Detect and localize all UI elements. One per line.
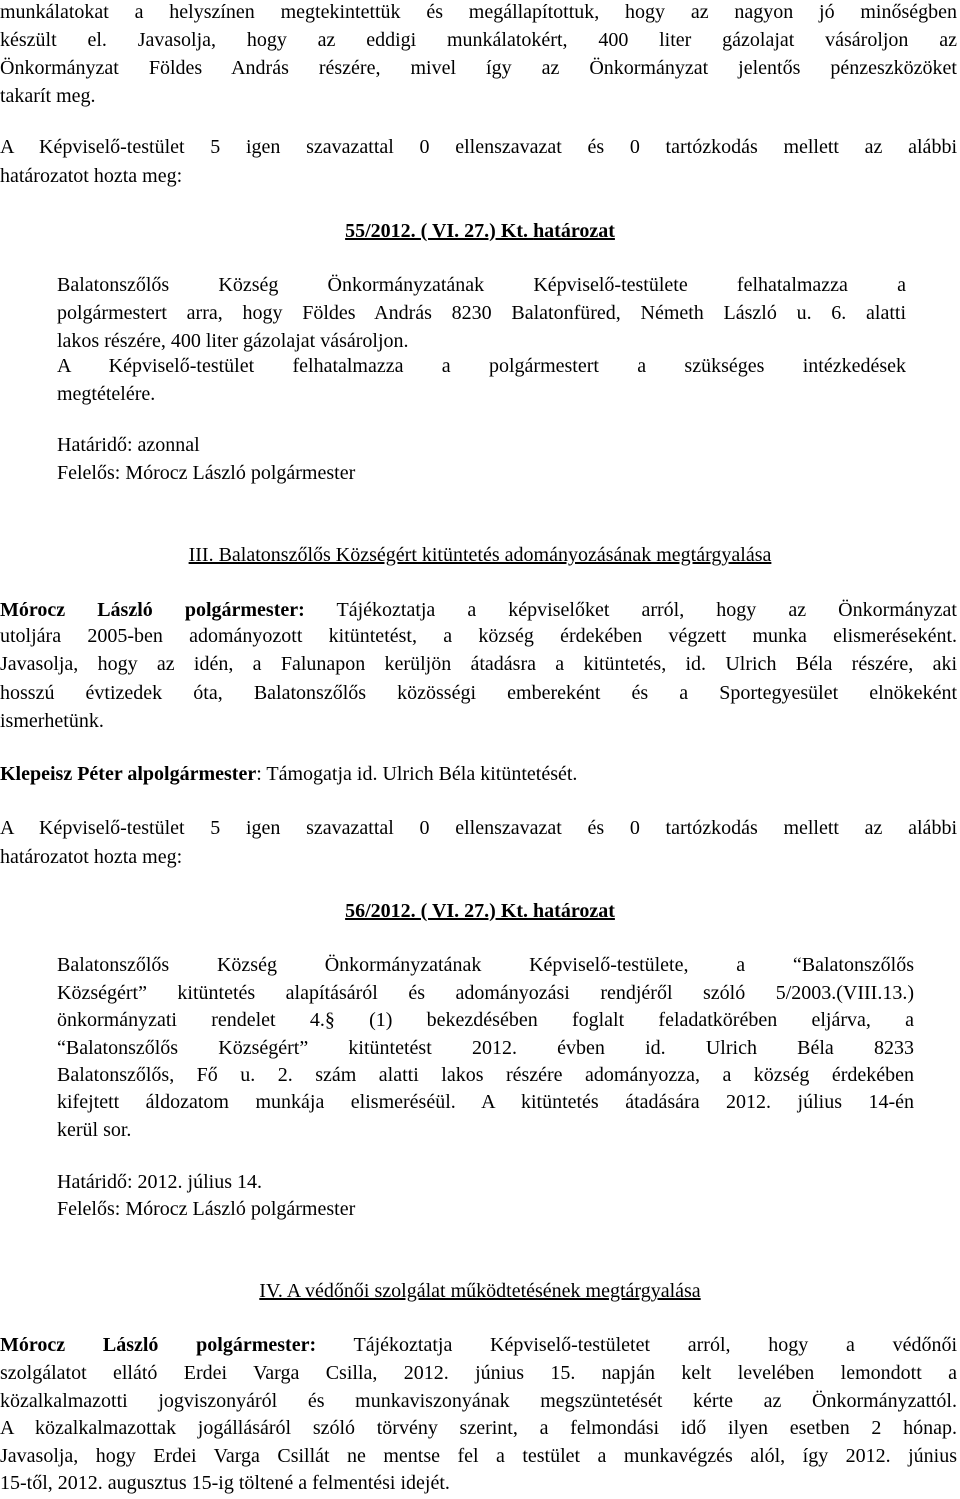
deadline-text: Határidő: azonnal [57, 434, 200, 456]
resolution-text-line: A Képviselő-testület felhatalmazza a polgármestert a szükséges intézkedések [57, 355, 906, 377]
body-text-line: A közalkalmazottak jogállásáról szóló törvény szerint, a felmondási idő ilyen esetben 2 hónap. [0, 1417, 957, 1439]
responsible-text: Felelős: Mórocz László polgármester [57, 1198, 356, 1220]
body-text-line: szolgálatot ellátó Erdei Varga Csilla, 2012. június 15. napján kelt levelében lemondott a [0, 1362, 957, 1384]
body-text-line: utoljára 2005-ben adományozott kitüntetést, a község érdekében végzett munka elismeréseként. [0, 625, 957, 647]
body-text-line: készült el. Javasolja, hogy az eddigi munkálatokért, 400 liter gázolajat vásároljon az [0, 29, 957, 51]
resolution-text-line: kifejtett áldozatom munkája elismeréséül. A kitüntetés átadására 2012. július 14-én [57, 1091, 914, 1113]
vote-text-line: határozatot hozta meg: [0, 165, 183, 187]
resolution-text-line: kerül sor. [57, 1119, 132, 1141]
body-text-line: Önkormányzat Földes András részére, mivel így az Önkormányzat jelentős pénzeszközöket [0, 57, 957, 79]
resolution-text-line: “Balatonszőlős Községért” kitüntetést 2012. évben id. Ulrich Béla 8233 [57, 1037, 914, 1059]
vote-text-line: határozatot hozta meg: [0, 846, 183, 868]
body-text-line: közalkalmazotti jogviszonyáról és munkaviszonyának megszüntetését kérte az Önkormányzattól. [0, 1390, 957, 1412]
resolution-text-line: lakos részére, 400 liter gázolajat vásároljon. [57, 330, 409, 352]
body-text-line: Javasolja, hogy az idén, a Falunapon kerüljön átadásra a kitüntetés, id. Ulrich Béla részére, aki [0, 653, 957, 675]
resolution-56-title: 56/2012. ( VI. 27.) Kt. határozat [345, 900, 615, 922]
speaker-name: Klepeisz Péter alpolgármester [0, 763, 257, 785]
resolution-text-line: Községért” kitüntetés alapításáról és adományozási rendjéről szóló 5/2003.(VIII.13.) [57, 982, 914, 1004]
resolution-text-line: polgármestert arra, hogy Földes András 8230 Balatonfüred, Németh László u. 6. alatti [57, 302, 906, 324]
body-text-line [0, 598, 957, 622]
speaker-name: Mórocz László polgármester: [0, 1334, 317, 1356]
resolution-text-line: Balatonszőlős, Fő u. 2. szám alatti lakos részére adományozza, a község érdekében [57, 1064, 914, 1086]
section-3-heading: III. Balatonszőlős Községért kitüntetés adományozásának megtárgyalása [188, 544, 772, 566]
resolution-text-line: Balatonszőlős Község Önkormányzatának Képviselő-testülete felhatalmazza a [57, 274, 906, 296]
speaker-text: Tájékoztatja Képviselő-testületet arról, hogy a védőnői [316, 1334, 958, 1356]
body-text-line: ismerhetünk. [0, 710, 104, 732]
responsible-text: Felelős: Mórocz László polgármester [57, 462, 356, 484]
body-text-line [0, 1333, 957, 1357]
vote-text-line: A Képviselő-testület 5 igen szavazattal 0 ellenszavazat és 0 tartózkodás mellett az alábbi [0, 817, 957, 839]
speaker-text: Tájékoztatja a képviselőket arról, hogy az Önkormányzat [304, 599, 957, 621]
body-text-line: munkálatokat a helyszínen megtekintettük és megállapítottuk, hogy az nagyon jó minőségben [0, 1, 957, 23]
speaker-name: Mórocz László polgármester: [0, 599, 305, 621]
resolution-text-line: megtételére. [57, 383, 156, 405]
body-text-line [0, 762, 577, 786]
body-text-line: Javasolja, hogy Erdei Varga Csillát ne mentse fel a testület a munkavégzés alól, így 2012. június [0, 1445, 957, 1467]
resolution-55-label: határozat [533, 220, 615, 242]
speaker-text: : Támogatja id. Ulrich Béla kitüntetését. [256, 763, 578, 785]
vote-text-line: A Képviselő-testület 5 igen szavazattal 0 ellenszavazat és 0 tartózkodás mellett az alábbi [0, 136, 957, 158]
deadline-text: Határidő: 2012. július 14. [57, 1171, 262, 1193]
body-text-line: takarít meg. [0, 85, 96, 107]
body-text-line: 15-től, 2012. augusztus 15-ig töltené a felmentési idejét. [0, 1472, 450, 1494]
resolution-text-line: Balatonszőlős Község Önkormányzatának Képviselő-testülete, a “Balatonszőlős [57, 954, 914, 976]
section-4-heading: IV. A védőnői szolgálat működtetésének megtárgyalása [259, 1280, 701, 1302]
resolution-55-title [0, 219, 960, 243]
resolution-55-number: 55/2012. ( VI. 27.) Kt. [345, 220, 534, 242]
body-text-line: hosszú évtizedek óta, Balatonszőlős közösségi embereként és a Sportegyesület elnökeként [0, 682, 957, 704]
resolution-text-line: önkormányzati rendelet 4.§ (1) bekezdésében foglalt feladatkörében eljárva, a [57, 1009, 914, 1031]
